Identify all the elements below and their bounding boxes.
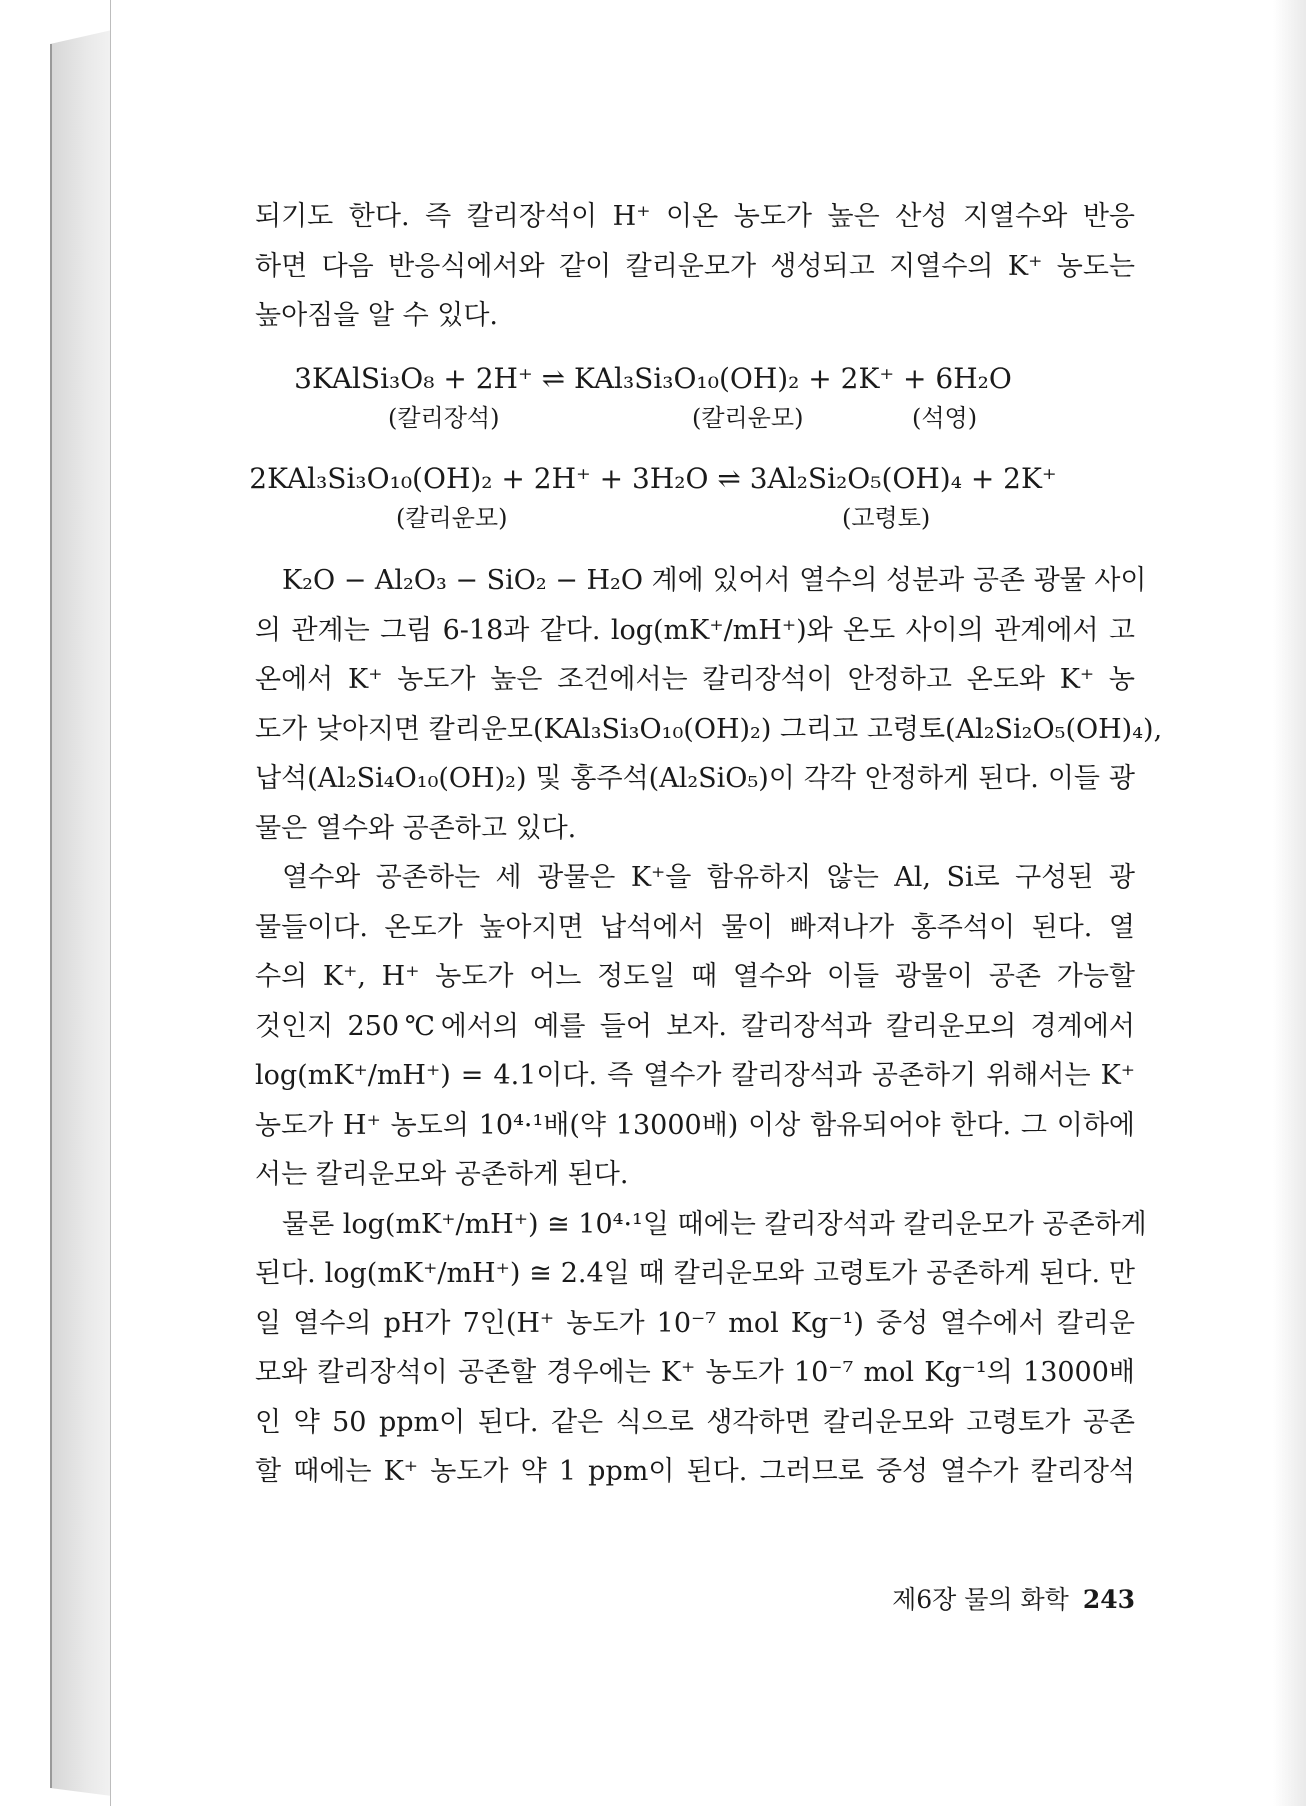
paragraph-2 <box>255 556 1163 1497</box>
book-spine-edge <box>50 30 112 1796</box>
page-shadow <box>1273 0 1306 1806</box>
text-line: 모와 칼리장석이 공존할 경우에는 K⁺ 농도가 10⁻⁷ mol Kg⁻¹의 13000배 <box>255 1357 1135 1388</box>
text-line: 물들이다. 온도가 높아지면 납석에서 물이 빠져나가 홍주석이 된다. 열 <box>255 911 1135 943</box>
text-line: 일 열수의 pH가 7인(H⁺ 농도가 10⁻⁷ mol Kg⁻¹) 중성 열수에서 칼리운 <box>255 1307 1135 1339</box>
text-line: 의 관계는 그림 6-18과 같다. log(mK⁺/mH⁺)와 온도 사이의 관계에서 고 <box>255 614 1135 646</box>
text-line: 할 때에는 K⁺ 농도가 약 1 ppm이 된다. 그러므로 중성 열수가 칼리장석 <box>255 1456 1135 1487</box>
text-line: 물은 열수와 공존하고 있다. <box>255 812 577 844</box>
text-line: K₂O − Al₂O₃ − SiO₂ − H₂O 계에 있어서 열수의 성분과 공존 광물 사이 <box>282 565 1147 596</box>
text-line: 인 약 50 ppm이 된다. 같은 식으로 생각하면 칼리운모와 고령토가 공존 <box>255 1406 1135 1438</box>
text-line: 도가 낮아지면 칼리운모(KAl₃Si₃O₁₀(OH)₂) 그리고 고령토(Al₂Si₂O₅(OH)₄), <box>255 713 1163 745</box>
text-line: 열수와 공존하는 세 광물은 K⁺을 함유하지 않는 Al, Si로 구성된 광 <box>282 862 1135 893</box>
text-line: log(mK⁺/mH⁺) = 4.1이다. 즉 열수가 칼리장석과 공존하기 위해서는 K⁺ <box>255 1060 1135 1091</box>
text-line: 되기도 한다. 즉 칼리장석이 H⁺ 이온 농도가 높은 산성 지열수와 반응 <box>255 201 1135 232</box>
text-line: 납석(Al₂Si₄O₁₀(OH)₂) 및 홍주석(Al₂SiO₅)이 각각 안정하게 된다. 이들 광 <box>255 763 1135 794</box>
page-number: 243 <box>1082 1585 1135 1614</box>
text-line: 높아짐을 알 수 있다. <box>255 300 498 331</box>
text-line: 물론 log(mK⁺/mH⁺) ≅ 10⁴·¹일 때에는 칼리장석과 칼리운모가 공존하게 <box>282 1208 1147 1240</box>
text-line: 수의 K⁺, H⁺ 농도가 어느 정도일 때 열수와 이들 광물이 공존 가능할 <box>255 961 1135 992</box>
text-line: 서는 칼리운모와 공존하게 된다. <box>255 1159 629 1190</box>
equation-label: (석영) <box>912 404 978 432</box>
text-line: 온에서 K⁺ 농도가 높은 조건에서는 칼리장석이 안정하고 온도와 K⁺ 농 <box>255 664 1135 695</box>
equation-text: 3KAlSi₃O₈ + 2H⁺ ⇌ KAl₃Si₃O₁₀(OH)₂ + 2K⁺ + 6H₂O <box>294 362 1012 395</box>
book-edge-line <box>50 44 52 1788</box>
equation-2 <box>0 462 1306 496</box>
equation-label: (칼리운모) <box>692 404 804 432</box>
chapter-title: 제6장 물의 화학 <box>892 1585 1069 1614</box>
text-line: 농도가 H⁺ 농도의 10⁴·¹배(약 13000배) 이상 함유되어야 한다. 그 이하에 <box>255 1109 1135 1141</box>
text-line: 것인지 250℃에서의 예를 들어 보자. 칼리장석과 칼리운모의 경계에서 <box>255 1010 1135 1042</box>
page-footer <box>892 1580 1135 1616</box>
text-line: 하면 다음 반응식에서와 같이 칼리운모가 생성되고 지열수의 K⁺ 농도는 <box>255 250 1135 282</box>
equation-label: (칼리장석) <box>388 404 500 432</box>
equation-1 <box>0 362 1306 396</box>
equation-label: (칼리운모) <box>396 504 508 532</box>
equation-text: 2KAl₃Si₃O₁₀(OH)₂ + 2H⁺ + 3H₂O ⇌ 3Al₂Si₂O₅(OH)₄ + 2K⁺ <box>249 462 1057 495</box>
equation-label: (고령토) <box>842 504 931 532</box>
paragraph-1 <box>255 192 1135 341</box>
text-line: 된다. log(mK⁺/mH⁺) ≅ 2.4일 때 칼리운모와 고령토가 공존하게 된다. 만 <box>255 1258 1135 1289</box>
